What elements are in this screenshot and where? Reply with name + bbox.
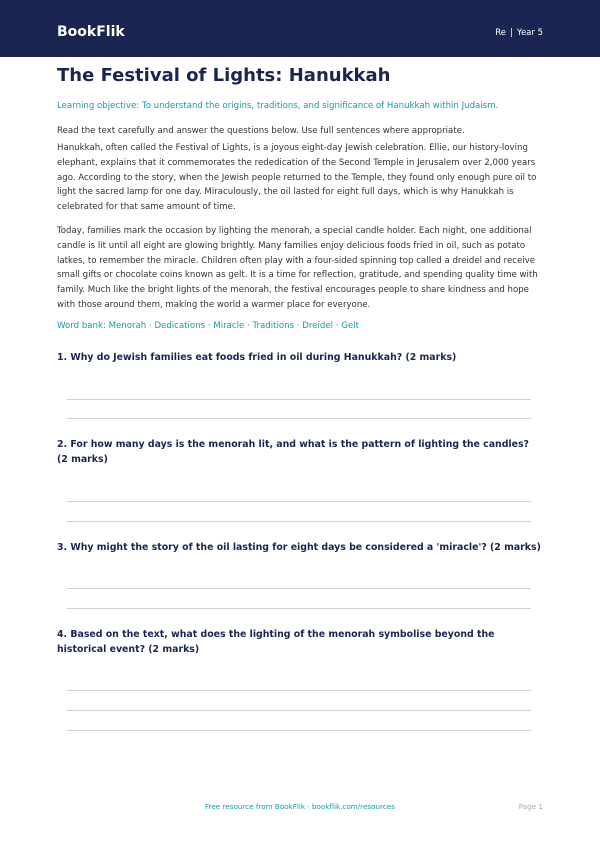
learning-objective: Learning objective: To understand the origins, traditions, and significance of Hanukkah within Judaism. <box>57 101 499 111</box>
answer-line <box>67 730 531 731</box>
page-number: Page 1 <box>518 802 543 811</box>
page-header <box>0 0 600 57</box>
answer-line <box>67 690 531 691</box>
word-bank: Word bank: Menorah · Dedications · Miracle · Traditions · Dreidel · Gelt <box>57 321 359 331</box>
brand-logo-text: BookFlik <box>57 24 125 40</box>
reading-paragraph-2: Today, families mark the occasion by lighting the menorah, a special candle holder. Each night, one additional candle is lit until all eight are glowing brightly. Many families enjoy delicious foods fried in oil, such as potato latkes, to remember the miracle. Children often play with a four-sided spinning top called a dreidel and receive small gifts or chocolate coins known as gelt. It is a time for reflection, gratitude, and spending quality time with family. Much like the bright lights of the menorah, the festival encourages people to share kindness and hope with those around them, making the world a warmer place for everyone. <box>57 226 538 310</box>
answer-line <box>67 588 531 589</box>
question-3: 3. Why might the story of the oil lasting for eight days be considered a 'miracle'? (2 marks) <box>57 542 541 553</box>
worksheet-title: The Festival of Lights: Hanukkah <box>57 65 391 86</box>
answer-line <box>67 521 531 522</box>
instructions-text: Read the text carefully and answer the questions below. Use full sentences where appropriate. <box>57 126 465 136</box>
year-label: Year 5 <box>516 28 543 38</box>
answer-line <box>67 608 531 609</box>
answer-line <box>67 710 531 711</box>
question-1: 1. Why do Jewish families eat foods fried in oil during Hanukkah? (2 marks) <box>57 352 457 363</box>
question-4: 4. Based on the text, what does the lighting of the menorah symbolise beyond the historical event? (2 marks) <box>57 629 495 655</box>
subject-label: Re <box>495 28 507 38</box>
answer-line <box>67 399 531 400</box>
reading-paragraph-1: Hanukkah, often called the Festival of Lights, is a joyous eight-day Jewish celebration. Ellie, our history-loving elephant, explains that it commemorates the rededication of the Second Temple in Jerusalem over 2,000 years ago. According to the story, when the Jewish people returned to the Temple, they found only enough pure oil to light the sacred lamp for one day. Miraculously, the oil lasted for eight full days, which is why Hanukkah is celebrated for that same amount of time. <box>57 143 537 213</box>
meta-separator: | <box>510 28 513 38</box>
subject-year-label <box>495 26 543 40</box>
answer-line <box>67 418 531 419</box>
question-2: 2. For how many days is the menorah lit, and what is the pattern of lighting the candles? (2 marks) <box>57 439 529 465</box>
answer-line <box>67 501 531 502</box>
footer-credit: Free resource from BookFlik · bookflik.com/resources <box>204 802 396 811</box>
